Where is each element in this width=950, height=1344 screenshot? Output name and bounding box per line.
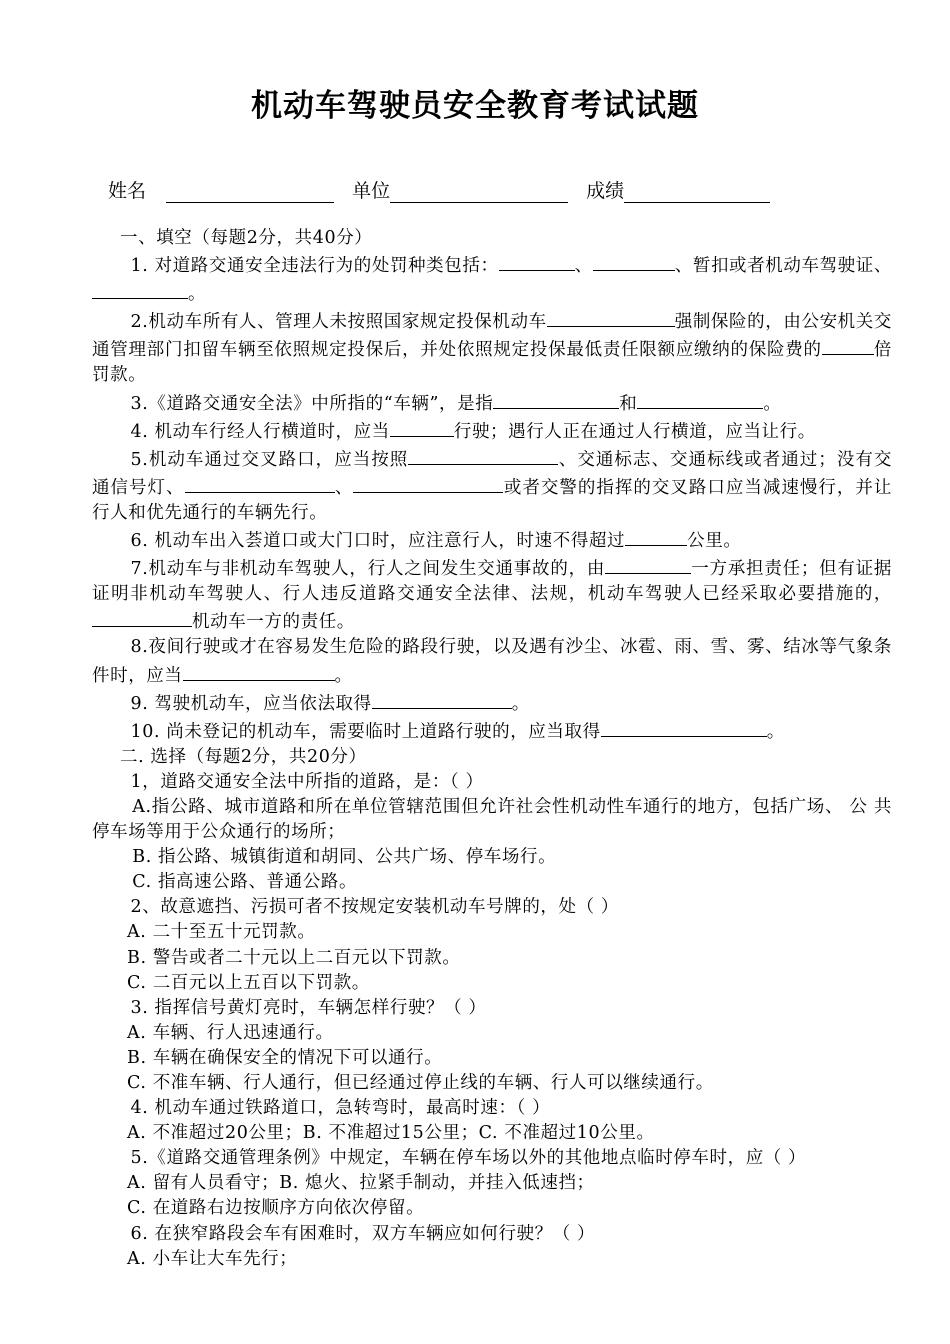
unit-label: 单位: [352, 180, 391, 202]
choice-question-5: 5.《道路交通管理条例》中规定，车辆在停车场以外的其他地点临时停车时，应（ ）: [130, 1148, 807, 1169]
answer-blank[interactable]: [408, 445, 558, 465]
choice-option[interactable]: A. 留有人员看守；B. 熄火、拉紧手制动，并挂入低速挡；: [127, 1173, 595, 1194]
section-heading-fill-blank: 一、填空（每题2分，共40分）: [120, 228, 373, 248]
answer-blank[interactable]: [499, 251, 575, 271]
name-blank[interactable]: [166, 182, 334, 203]
answer-blank[interactable]: [493, 389, 619, 409]
choice-option[interactable]: C. 不准车辆、行人通行，但已经通过停止线的车辆、行人可以继续通行。: [127, 1073, 714, 1093]
question-8: 8.夜间行驶或才在容易发生危险的路段行驶，以及遇有沙尘、冰雹、雨、雪、雾、结冰等气象条件时，应当 。: [92, 637, 892, 686]
answer-blank[interactable]: [601, 717, 767, 737]
choice-question-4: 4. 机动车通过铁路道口，急转弯时，最高时速：（ ）: [130, 1098, 551, 1119]
answer-blank[interactable]: [822, 335, 874, 355]
choice-option[interactable]: C. 指高速公路、普通公路。: [132, 872, 358, 893]
answer-blank[interactable]: [593, 251, 675, 271]
answer-blank[interactable]: [637, 389, 763, 409]
answer-blank[interactable]: [92, 607, 192, 627]
section-heading-choice: 二. 选择（每题2分，共20分）: [120, 746, 367, 767]
choice-option[interactable]: C. 在道路右边按顺序方向依次停留。: [127, 1198, 425, 1219]
answer-blank[interactable]: [183, 661, 335, 681]
name-label: 姓名: [108, 180, 147, 202]
answer-blank[interactable]: [92, 279, 188, 299]
question-2: 2.机动车所有人、管理人未按照国家规定投保机动车 强制保险的，由公安机关交通管理部门扣留车辆至依照规定投保后，并处依照规定投保最低责任限额应缴纳的保险费的 倍罚款。: [92, 307, 892, 388]
answer-blank[interactable]: [625, 526, 687, 546]
question-3: 3.《道路交通安全法》中所指的“车辆”，是指 和 。: [92, 389, 892, 417]
choice-option[interactable]: A. 小车让大车先行；: [127, 1248, 298, 1269]
question-6: 6. 机动车出入荟道口或大门口时，应注意行人，时速不得超过 公里。: [92, 526, 892, 554]
answer-blank[interactable]: [185, 473, 335, 493]
unit-blank[interactable]: [390, 182, 568, 203]
answer-blank[interactable]: [605, 554, 691, 574]
choice-question-6: 6. 在狭窄路段会车有困难时，双方车辆应如何行驶？（ ）: [130, 1223, 596, 1244]
choice-option[interactable]: B. 车辆在确保安全的情况下可以通行。: [127, 1047, 443, 1068]
choice-question-1: 1，道路交通安全法中所指的道路，是：（ ）: [130, 771, 484, 792]
question-5: 5.机动车通过交叉路口，应当按照 、交通标志、交通标线或者通过；没有交通信号灯、 、 或者交警的指挥的交叉路口应当减速慢行，并让行人和优先通行的车辆先行。: [92, 445, 892, 526]
page-title: 机动车驾驶员安全教育考试试题: [251, 88, 699, 124]
choice-option[interactable]: A. 不准超过20公里；B. 不准超过15公里；C. 不准超过10公里。: [127, 1123, 655, 1144]
answer-blank[interactable]: [372, 689, 512, 709]
choice-option[interactable]: C. 二百元以上五百以下罚款。: [127, 972, 370, 993]
choice-option[interactable]: A. 二十至五十元罚款。: [127, 922, 316, 943]
question-4: 4. 机动车行经人行横道时，应当 行驶；遇行人正在通过人行横道，应当让行。: [92, 417, 892, 445]
choice-option[interactable]: B. 警告或者二十元以上二百元以下罚款。: [127, 947, 461, 968]
candidate-info-row: [108, 176, 770, 203]
answer-blank[interactable]: [547, 307, 675, 327]
question-10: 10. 尚未登记的机动车，需要临时上道路行驶的，应当取得 。: [92, 717, 892, 745]
answer-blank[interactable]: [353, 473, 503, 493]
choice-question-2: 2、故意遮挡、污损可者不按规定安装机动车号牌的，处（ ）: [130, 897, 619, 918]
question-1: 1. 对道路交通安全违法行为的处罚种类包括： 、 、暂扣或者机动车驾驶证、。: [92, 251, 892, 307]
question-9: 9. 驾驶机动车，应当依法取得 。: [92, 689, 892, 717]
score-label: 成绩: [586, 180, 625, 202]
choice-question-3: 3. 指挥信号黄灯亮时，车辆怎样行驶？（ ）: [130, 997, 487, 1018]
exam-content: [92, 226, 892, 1272]
choice-option[interactable]: B. 指公路、城镇街道和胡同、公共广场、停车场行。: [132, 847, 557, 868]
score-blank[interactable]: [624, 182, 770, 203]
choice-option[interactable]: A. 车辆、行人迅速通行。: [127, 1022, 334, 1043]
answer-blank[interactable]: [390, 417, 454, 437]
choice-option[interactable]: A.指公路、城市道路和所在单位管辖范围但允许社会性机动性车通行的地方，包括广场、 公 共停车场等用于公众通行的场所；: [92, 796, 892, 843]
question-7: 7.机动车与非机动车驾驶人，行人之间发生交通事故的，由 一方承担责任；但有证据证明非机动车驾驶人、行人违反道路交通安全法律、法规，机动车驾驶人已经采取必要措施的，机动车一方的责任。: [92, 554, 892, 635]
